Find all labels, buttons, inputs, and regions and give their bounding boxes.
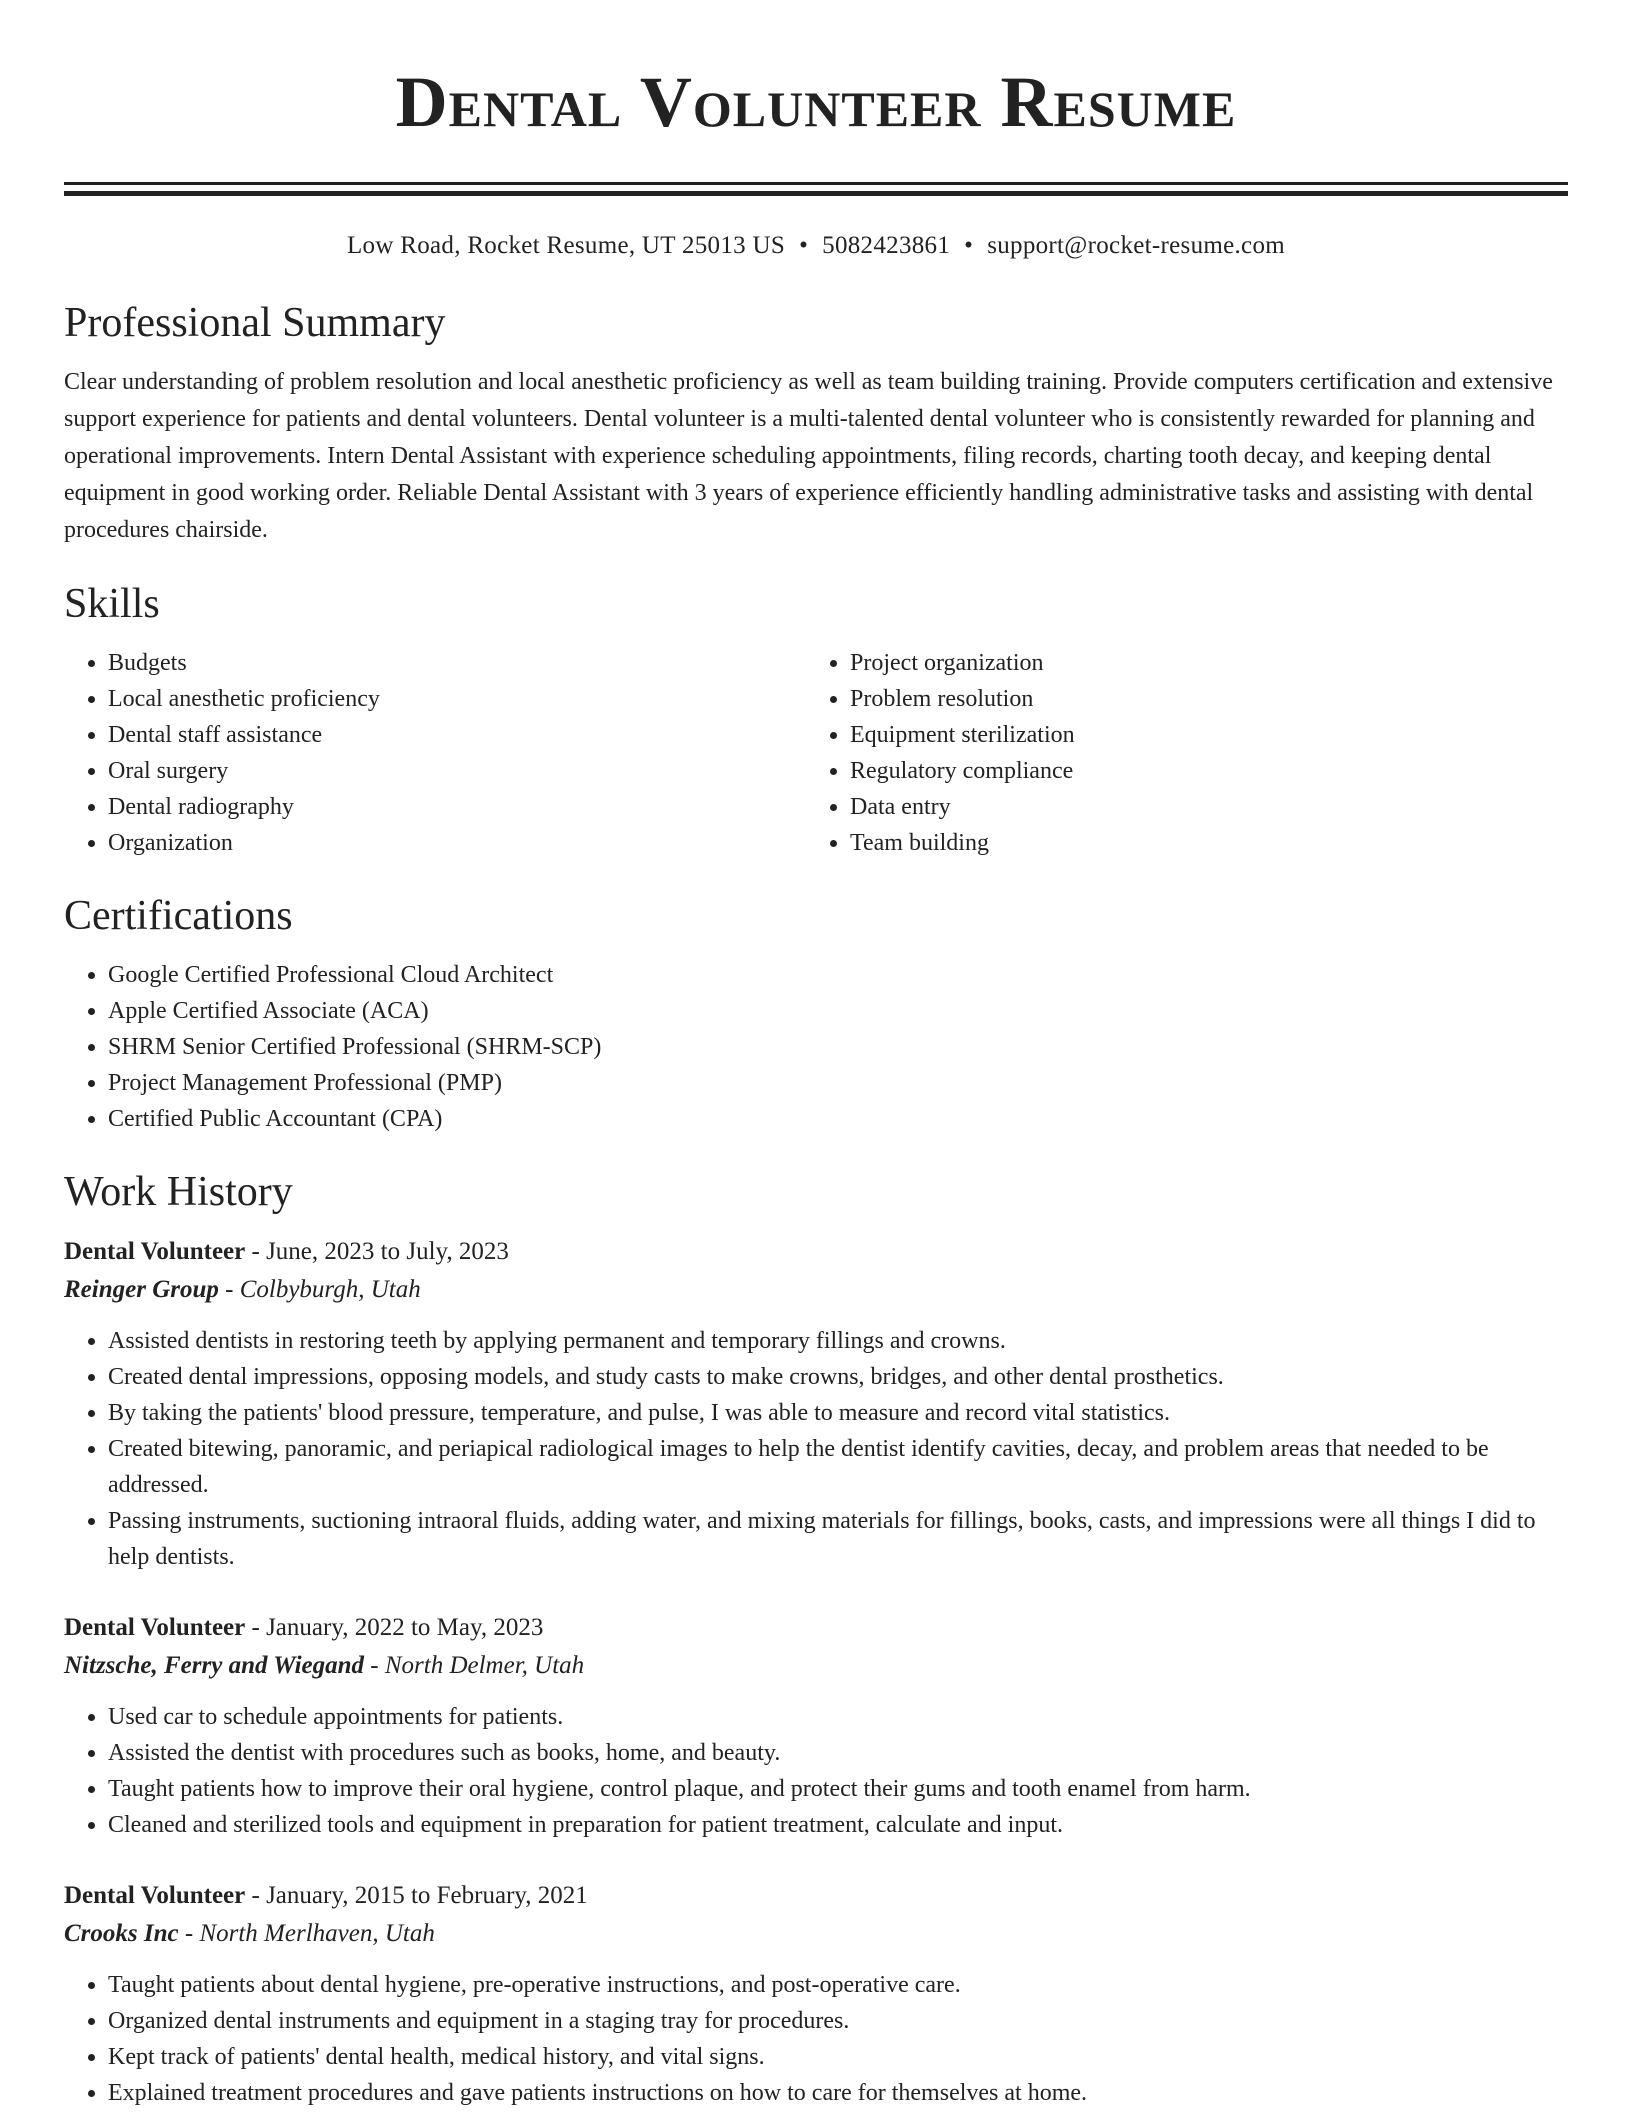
job-company-line bbox=[64, 1647, 1568, 1685]
job-company: Crooks Inc bbox=[64, 1920, 179, 1947]
job-bullet: • By taking the patients' blood pressure, temperature, and pulse, I was able to measure and record vital statistics. bbox=[108, 1395, 1568, 1431]
certification-item: • Google Certified Professional Cloud Architect bbox=[108, 957, 1568, 993]
title-divider-bottom bbox=[64, 191, 1568, 196]
job-bullets bbox=[64, 1323, 1568, 1575]
skill-item: • Local anesthetic proficiency bbox=[108, 681, 806, 717]
job-dates: - January, 2015 to February, 2021 bbox=[245, 1882, 588, 1909]
skills-column-left bbox=[64, 645, 806, 861]
summary-text: Clear understanding of problem resolution and local anesthetic proficiency as well as team building training. Provide computers certification and extensive support experience for patients and dental volunteers. Dental volunteer is a multi-talented dental volunteer who is consistently rewarded for planning and operational improvements. Intern Dental Assistant with experience scheduling appointments, filing records, charting tooth decay, and keeping dental equipment in good working order. Reliable Dental Assistant with 3 years of experience efficiently handling administrative tasks and assisting with dental procedures chairside. bbox=[64, 369, 1553, 543]
job-bullet: • Explained treatment procedures and gave patients instructions on how to care for themselves at home. bbox=[108, 2075, 1568, 2111]
summary-heading: Professional Summary bbox=[64, 300, 446, 346]
skills-list-left bbox=[64, 645, 806, 861]
skill-item: • Organization bbox=[108, 825, 806, 861]
work-history-heading: Work History bbox=[64, 1169, 293, 1215]
skill-item: • Data entry bbox=[850, 789, 1548, 825]
certifications-heading: Certifications bbox=[64, 893, 293, 939]
skills-grid bbox=[64, 645, 1568, 861]
contact-phone: 5082423861 bbox=[822, 232, 951, 259]
certification-item: • SHRM Senior Certified Professional (SHRM-SCP) bbox=[108, 1029, 1568, 1065]
title-divider-top bbox=[64, 182, 1568, 185]
job-title-line bbox=[64, 1609, 1568, 1647]
job-entry bbox=[64, 1233, 1568, 1575]
job-bullet: • Taught patients about dental hygiene, pre-operative instructions, and post-operative care. bbox=[108, 1967, 1568, 2003]
job-title-line bbox=[64, 1233, 1568, 1271]
contact-separator: • bbox=[799, 232, 809, 259]
job-bullet: • Assisted the dentist with procedures such as books, home, and beauty. bbox=[108, 1735, 1568, 1771]
skill-item: • Budgets bbox=[108, 645, 806, 681]
job-bullets bbox=[64, 1967, 1568, 2111]
resume-title: Dental Volunteer Resume bbox=[395, 62, 1237, 142]
resume-page bbox=[64, 0, 1568, 2111]
job-bullet: • Passing instruments, suctioning intraoral fluids, adding water, and mixing materials for fillings, books, casts, and impressions were all things I did to help dentists. bbox=[108, 1503, 1568, 1575]
job-company: Nitzsche, Ferry and Wiegand bbox=[64, 1652, 365, 1679]
job-bullet: • Organized dental instruments and equipment in a staging tray for procedures. bbox=[108, 2003, 1568, 2039]
job-bullets bbox=[64, 1699, 1568, 1843]
contact-email: support@rocket-resume.com bbox=[987, 232, 1285, 259]
certification-item: • Apple Certified Associate (ACA) bbox=[108, 993, 1568, 1029]
job-location: - Colbyburgh, Utah bbox=[218, 1276, 421, 1303]
job-entry bbox=[64, 1609, 1568, 1843]
job-bullet: • Taught patients how to improve their oral hygiene, control plaque, and protect their gums and tooth enamel from harm. bbox=[108, 1771, 1568, 1807]
skill-item: • Problem resolution bbox=[850, 681, 1548, 717]
skill-item: • Dental radiography bbox=[108, 789, 806, 825]
skill-item: • Team building bbox=[850, 825, 1548, 861]
job-company: Reinger Group bbox=[64, 1276, 219, 1303]
skill-item: • Project organization bbox=[850, 645, 1548, 681]
job-title-line bbox=[64, 1877, 1568, 1915]
job-bullet: • Cleaned and sterilized tools and equipment in preparation for patient treatment, calculate and input. bbox=[108, 1807, 1568, 1843]
job-dates: - January, 2022 to May, 2023 bbox=[245, 1614, 544, 1641]
contact-separator: • bbox=[964, 232, 974, 259]
skill-item: • Oral surgery bbox=[108, 753, 806, 789]
skill-item: • Equipment sterilization bbox=[850, 717, 1548, 753]
skills-list-right bbox=[806, 645, 1548, 861]
certification-item: • Project Management Professional (PMP) bbox=[108, 1065, 1568, 1101]
job-title: Dental Volunteer bbox=[64, 1238, 246, 1265]
skills-heading: Skills bbox=[64, 581, 160, 627]
job-bullet: • Assisted dentists in restoring teeth by applying permanent and temporary fillings and crowns. bbox=[108, 1323, 1568, 1359]
contact-line bbox=[64, 230, 1568, 262]
skills-column-right bbox=[806, 645, 1548, 861]
job-bullet: • Used car to schedule appointments for patients. bbox=[108, 1699, 1568, 1735]
job-bullet: • Created dental impressions, opposing models, and study casts to make crowns, bridges, and other dental prosthetics. bbox=[108, 1359, 1568, 1395]
contact-address: Low Road, Rocket Resume, UT 25013 US bbox=[346, 232, 786, 259]
skill-item: • Dental staff assistance bbox=[108, 717, 806, 753]
job-company-line bbox=[64, 1915, 1568, 1953]
job-company-line bbox=[64, 1271, 1568, 1309]
job-title: Dental Volunteer bbox=[64, 1614, 246, 1641]
job-bullet: • Kept track of patients' dental health, medical history, and vital signs. bbox=[108, 2039, 1568, 2075]
job-entry bbox=[64, 1877, 1568, 2111]
skill-item: • Regulatory compliance bbox=[850, 753, 1548, 789]
job-location: - North Merlhaven, Utah bbox=[178, 1920, 435, 1947]
certification-item: • Certified Public Accountant (CPA) bbox=[108, 1101, 1568, 1137]
job-bullet: • Created bitewing, panoramic, and periapical radiological images to help the dentist identify cavities, decay, and problem areas that needed to be addressed. bbox=[108, 1431, 1568, 1503]
certifications-list bbox=[64, 957, 1568, 1137]
job-location: - North Delmer, Utah bbox=[364, 1652, 585, 1679]
job-title: Dental Volunteer bbox=[64, 1882, 246, 1909]
job-dates: - June, 2023 to July, 2023 bbox=[245, 1238, 509, 1265]
